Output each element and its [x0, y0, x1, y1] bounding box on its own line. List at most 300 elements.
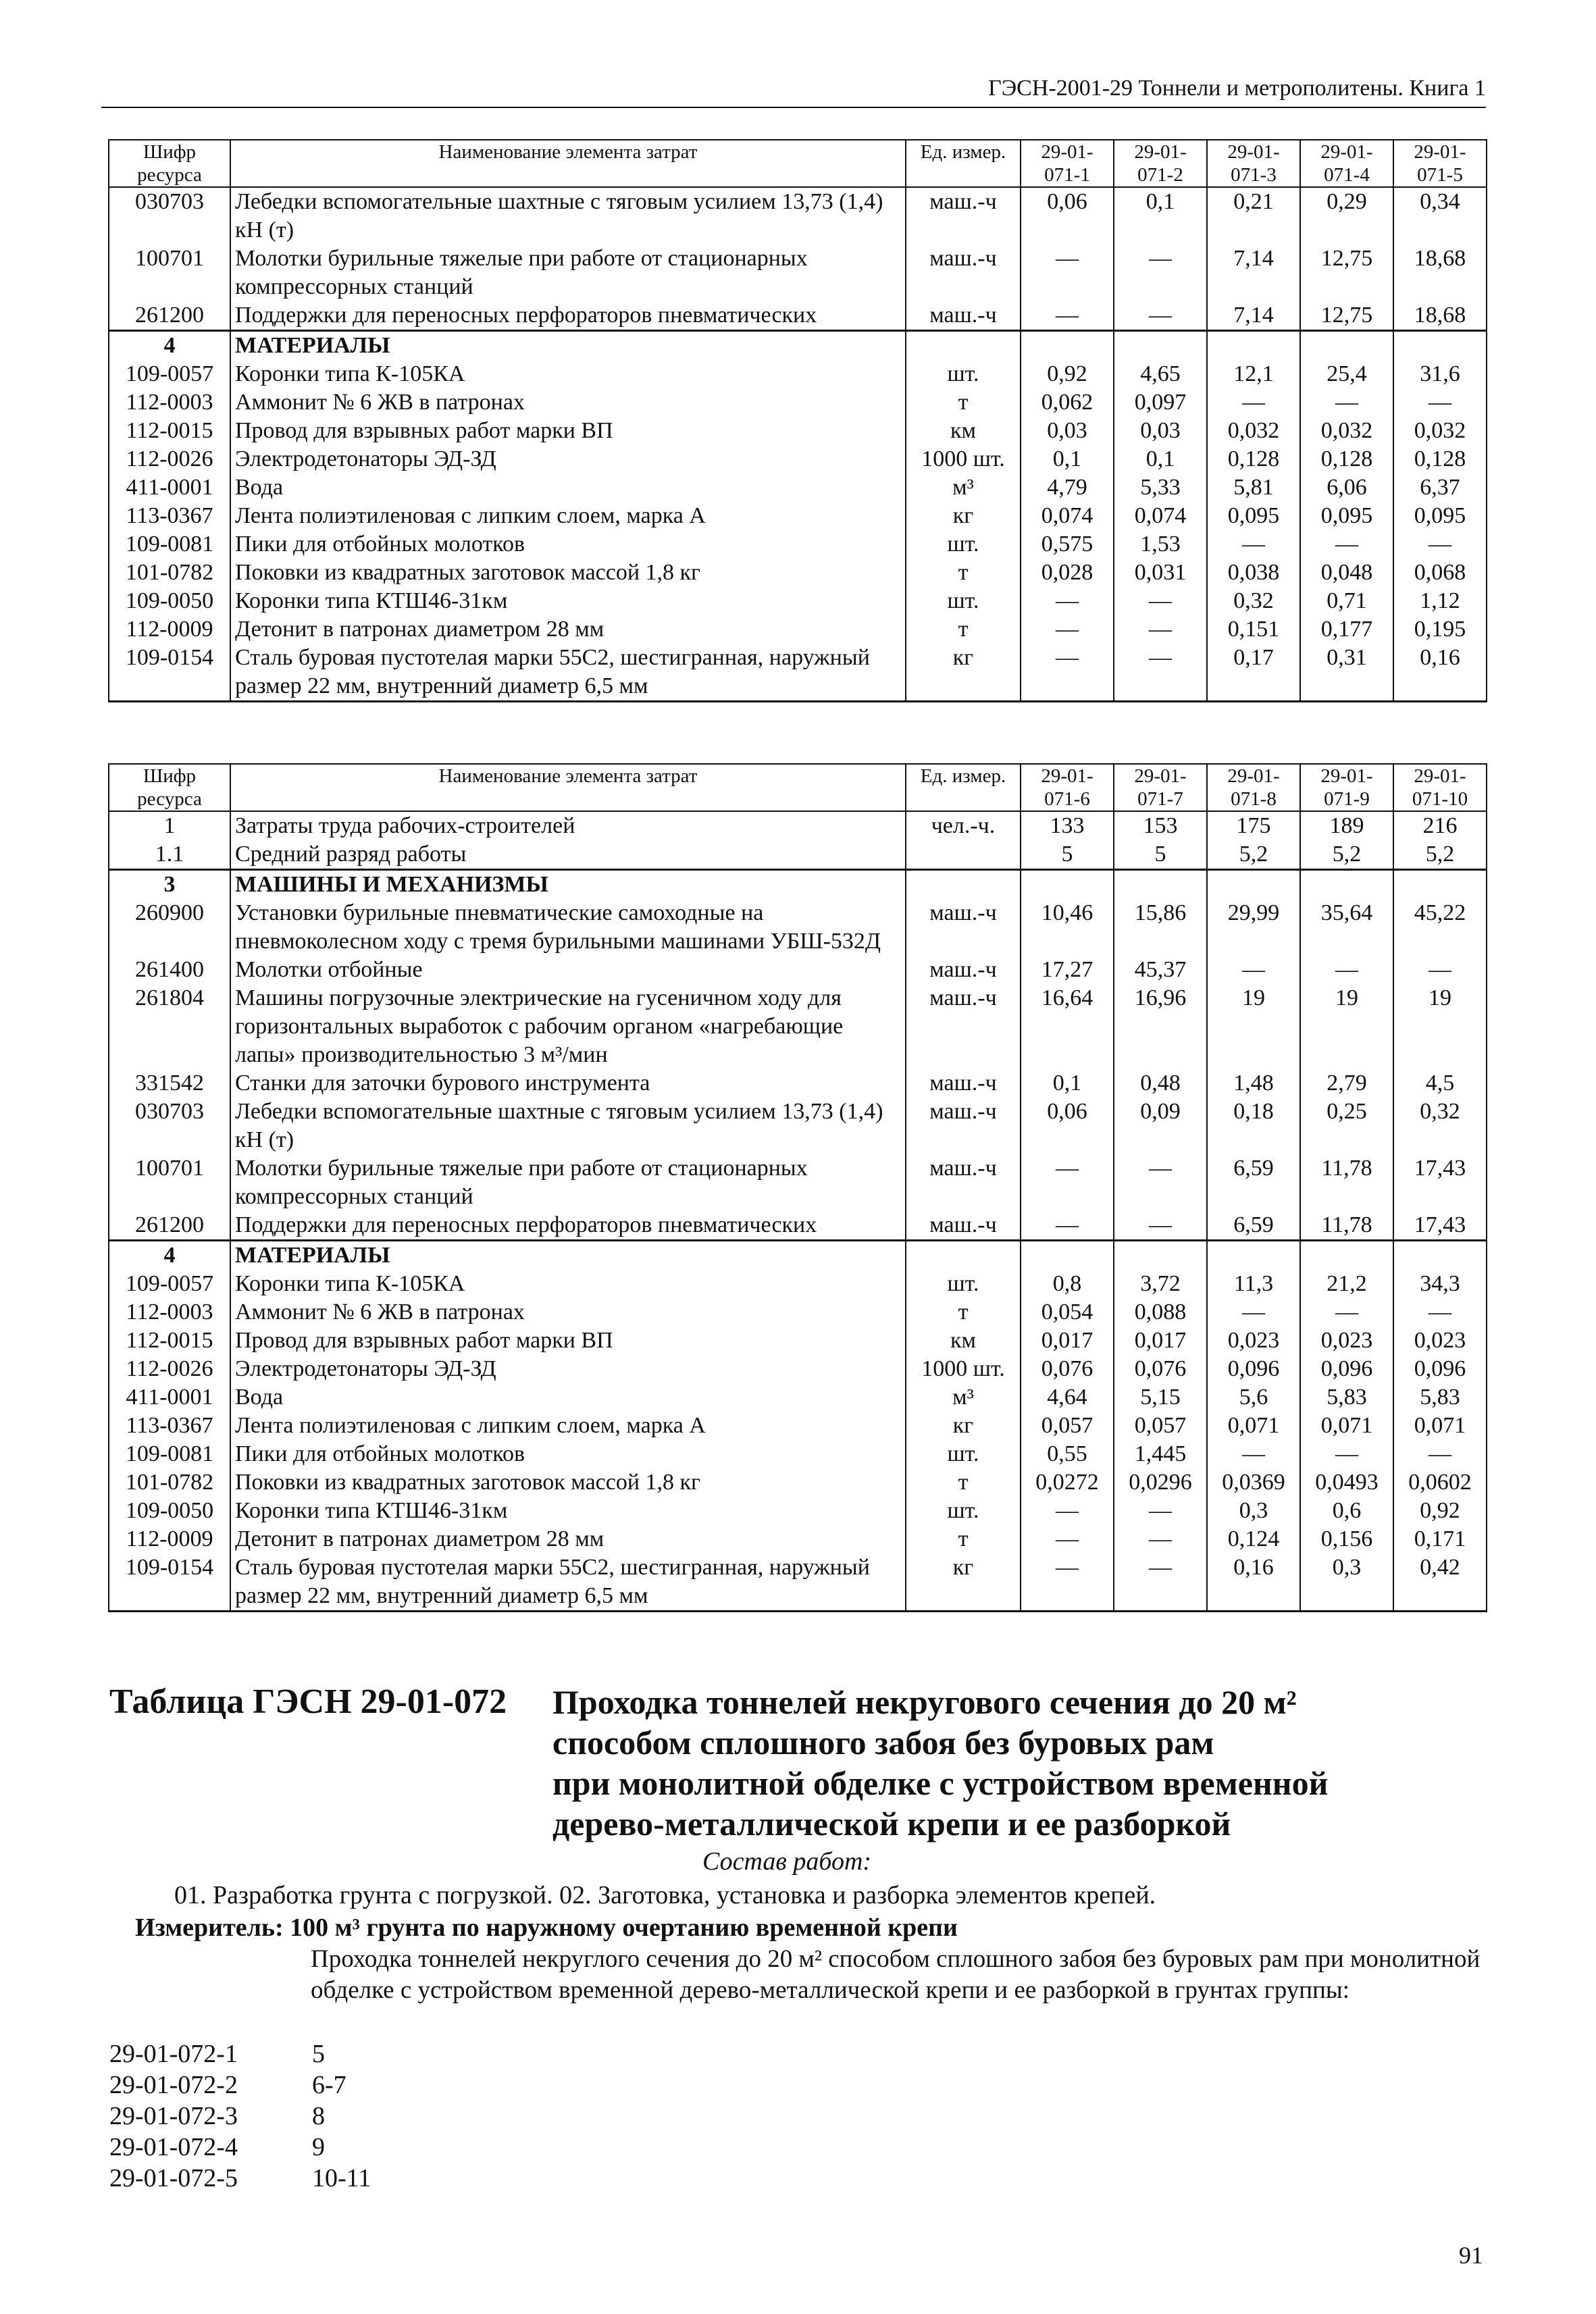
resource-value: [1114, 1241, 1207, 1270]
resource-value: [1021, 870, 1114, 900]
resource-value: 0,032: [1300, 417, 1393, 445]
resource-code: 113-0367: [109, 502, 230, 530]
resource-name: Молотки бурильные тяжелые при работе от стационарных компрессорных станций: [230, 1154, 906, 1211]
norm-code: 29-01-072-1: [109, 2040, 238, 2068]
resource-name: Детонит в патронах диаметром 28 мм: [230, 615, 906, 644]
resource-value: 35,64: [1300, 899, 1393, 956]
col-header-value: 29-01-071-8: [1207, 764, 1300, 811]
resource-unit: маш.-ч: [906, 1069, 1021, 1098]
soil-group: 10-11: [312, 2164, 371, 2192]
resource-name: Лебедки вспомогательные шахтные с тяговым усилием 13,73 (1,4) кН (т): [230, 1098, 906, 1154]
resource-value: 0,55: [1021, 1440, 1114, 1468]
resource-name: Молотки бурильные тяжелые при работе от стационарных компрессорных станций: [230, 245, 906, 301]
resource-code: 109-0154: [109, 1553, 230, 1612]
resource-code: 411-0001: [109, 473, 230, 502]
resource-unit: шт.: [906, 1440, 1021, 1468]
resource-code: 112-0015: [109, 1327, 230, 1355]
resource-value: 0,076: [1114, 1355, 1207, 1383]
resource-unit: т: [906, 388, 1021, 417]
resource-unit: т: [906, 559, 1021, 587]
resource-value: 0,151: [1207, 615, 1300, 644]
resource-code: 1: [109, 811, 230, 840]
resource-unit: м³: [906, 473, 1021, 502]
resource-unit: шт.: [906, 360, 1021, 388]
resource-unit: т: [906, 1298, 1021, 1327]
list-item: [109, 2101, 371, 2132]
resource-value: 19: [1207, 984, 1300, 1069]
resource-name: Лента полиэтиленовая с липким слоем, марка А: [230, 1412, 906, 1440]
resource-name: Сталь буровая пустотелая марки 55С2, шестигранная, наружный размер 22 мм, внутренний диаметр 6,5 мм: [230, 1553, 906, 1612]
table-title-line: способом сплошного забоя без буровых рам: [552, 1724, 1214, 1762]
resource-value: [1393, 1241, 1487, 1270]
resource-name: Вода: [230, 1383, 906, 1412]
resource-code: 101-0782: [109, 559, 230, 587]
resource-code: 112-0009: [109, 1525, 230, 1553]
resource-code: 261804: [109, 984, 230, 1069]
table-row: [109, 445, 1487, 473]
resource-code: 112-0003: [109, 1298, 230, 1327]
resource-value: —: [1114, 615, 1207, 644]
table-row: [109, 1211, 1487, 1241]
resource-code: 112-0026: [109, 445, 230, 473]
resource-value: 0,177: [1300, 615, 1393, 644]
table-header-row: [109, 764, 1487, 811]
resource-value: 175: [1207, 811, 1300, 840]
resource-value: —: [1021, 1553, 1114, 1612]
resource-value: 7,14: [1207, 245, 1300, 301]
resource-value: 0,6: [1300, 1497, 1393, 1525]
resource-name: Коронки типа КТШ46-31км: [230, 1497, 906, 1525]
resource-value: —: [1114, 644, 1207, 702]
resource-name: МАТЕРИАЛЫ: [230, 331, 906, 361]
table-row: [109, 1440, 1487, 1468]
resource-value: 5,83: [1393, 1383, 1487, 1412]
resource-table-2: [108, 763, 1487, 1612]
resource-unit: маш.-ч: [906, 899, 1021, 956]
col-header-value: 29-01-071-9: [1300, 764, 1393, 811]
resource-unit: [906, 870, 1021, 900]
list-item: [109, 2038, 371, 2069]
resource-unit: кг: [906, 644, 1021, 702]
col-header-value: 29-01-071-5: [1393, 140, 1487, 187]
resource-unit: т: [906, 1525, 1021, 1553]
resource-value: 5: [1114, 840, 1207, 870]
resource-value: [1300, 331, 1393, 361]
resource-code: 331542: [109, 1069, 230, 1098]
resource-value: 0,1: [1021, 1069, 1114, 1098]
resource-value: 0,16: [1393, 644, 1487, 702]
resource-code: 112-0009: [109, 615, 230, 644]
resource-value: —: [1021, 245, 1114, 301]
table-row: [109, 984, 1487, 1069]
resource-unit: шт.: [906, 587, 1021, 615]
resource-value: 6,37: [1393, 473, 1487, 502]
resource-value: 2,79: [1300, 1069, 1393, 1098]
resource-value: 0,128: [1300, 445, 1393, 473]
resource-name: Поддержки для переносных перфораторов пневматических: [230, 1211, 906, 1241]
resource-value: [1021, 331, 1114, 361]
col-header-name: Наименование элемента затрат: [230, 140, 906, 187]
resource-value: 15,86: [1114, 899, 1207, 956]
table-row: [109, 1468, 1487, 1497]
resource-value: [1393, 870, 1487, 900]
resource-value: [1021, 1241, 1114, 1270]
resource-code: 261200: [109, 301, 230, 331]
soil-groups-list: [109, 2038, 371, 2194]
resource-unit: шт.: [906, 530, 1021, 559]
resource-value: 4,65: [1114, 360, 1207, 388]
resource-value: 17,27: [1021, 956, 1114, 984]
table-row: [109, 187, 1487, 245]
resource-value: 5,33: [1114, 473, 1207, 502]
col-header-code: Шифр ресурса: [109, 764, 230, 811]
resource-value: 153: [1114, 811, 1207, 840]
resource-value: 0,3: [1207, 1497, 1300, 1525]
resource-code: 100701: [109, 1154, 230, 1211]
col-header-code: Шифр ресурса: [109, 140, 230, 187]
table-row: [109, 1069, 1487, 1098]
table-number: Таблица ГЭСН 29-01-072: [109, 1682, 507, 1721]
resource-name: Поддержки для переносных перфораторов пневматических: [230, 301, 906, 331]
resource-value: 133: [1021, 811, 1114, 840]
resource-value: —: [1021, 1154, 1114, 1211]
resource-value: 0,31: [1300, 644, 1393, 702]
resource-name: Детонит в патронах диаметром 28 мм: [230, 1525, 906, 1553]
resource-unit: кг: [906, 1412, 1021, 1440]
resource-unit: маш.-ч: [906, 1098, 1021, 1154]
resource-name: Поковки из квадратных заготовок массой 1,8 кг: [230, 1468, 906, 1497]
resource-code: 100701: [109, 245, 230, 301]
resource-value: 10,46: [1021, 899, 1114, 956]
resource-value: 0,032: [1207, 417, 1300, 445]
resource-value: —: [1114, 587, 1207, 615]
resource-value: 0,0493: [1300, 1468, 1393, 1497]
resource-value: —: [1393, 1298, 1487, 1327]
resource-code: 109-0081: [109, 530, 230, 559]
resource-value: 0,71: [1300, 587, 1393, 615]
resource-name: МАШИНЫ И МЕХАНИЗМЫ: [230, 870, 906, 900]
resource-code: 101-0782: [109, 1468, 230, 1497]
resource-code: 113-0367: [109, 1412, 230, 1440]
resource-value: —: [1021, 644, 1114, 702]
resource-name: МАТЕРИАЛЫ: [230, 1241, 906, 1270]
resource-value: 5,2: [1393, 840, 1487, 870]
table-row: [109, 1355, 1487, 1383]
resource-name: Затраты труда рабочих-строителей: [230, 811, 906, 840]
resource-name: Коронки типа К-105КА: [230, 1270, 906, 1298]
resource-code: 3: [109, 870, 230, 900]
resource-value: 0,09: [1114, 1098, 1207, 1154]
resource-value: 5,81: [1207, 473, 1300, 502]
resource-value: —: [1393, 388, 1487, 417]
resource-value: 1,12: [1393, 587, 1487, 615]
resource-value: [1114, 870, 1207, 900]
resource-value: [1300, 1241, 1393, 1270]
resource-unit: маш.-ч: [906, 956, 1021, 984]
resource-value: —: [1393, 956, 1487, 984]
table-row: [109, 1497, 1487, 1525]
resource-value: 0,023: [1393, 1327, 1487, 1355]
resource-value: 0,195: [1393, 615, 1487, 644]
soil-group: 9: [312, 2133, 325, 2161]
resource-value: —: [1114, 1497, 1207, 1525]
resource-value: 0,0369: [1207, 1468, 1300, 1497]
resource-unit: т: [906, 615, 1021, 644]
resource-value: [1300, 870, 1393, 900]
resource-value: 0,171: [1393, 1525, 1487, 1553]
col-header-value: 29-01-071-1: [1021, 140, 1114, 187]
resource-value: 1,53: [1114, 530, 1207, 559]
soil-group: 5: [312, 2040, 325, 2068]
resource-value: —: [1114, 1154, 1207, 1211]
col-header-value: 29-01-071-2: [1114, 140, 1207, 187]
resource-value: 1,48: [1207, 1069, 1300, 1098]
col-header-value: 29-01-071-10: [1393, 764, 1487, 811]
resource-unit: шт.: [906, 1270, 1021, 1298]
table-row: [109, 301, 1487, 331]
resource-value: 0,03: [1021, 417, 1114, 445]
resource-unit: шт.: [906, 1497, 1021, 1525]
col-header-value: 29-01-071-7: [1114, 764, 1207, 811]
resource-value: 17,43: [1393, 1211, 1487, 1241]
resource-unit: маш.-ч: [906, 245, 1021, 301]
page-number: 91: [1459, 2242, 1483, 2269]
resource-value: —: [1207, 1298, 1300, 1327]
resource-value: [1207, 870, 1300, 900]
resource-name: Провод для взрывных работ марки ВП: [230, 1327, 906, 1355]
table-row: [109, 1154, 1487, 1211]
resource-value: 0,92: [1393, 1497, 1487, 1525]
resource-value: —: [1300, 530, 1393, 559]
list-item: [109, 2069, 371, 2101]
resource-value: 4,79: [1021, 473, 1114, 502]
resource-value: 0,128: [1207, 445, 1300, 473]
resource-value: 0,071: [1300, 1412, 1393, 1440]
soil-group: 6-7: [312, 2071, 346, 2099]
resource-value: 0,095: [1207, 502, 1300, 530]
table-row: [109, 899, 1487, 956]
resource-name: Установки бурильные пневматические самоходные на пневмоколесном ходу с тремя бурильными машинами УБШ-532Д: [230, 899, 906, 956]
resource-value: [1114, 331, 1207, 361]
resource-name: Машины погрузочные электрические на гусеничном ходу для горизонтальных выработок с рабочим органом «нагребающие лапы» производительностью 3 м³/мин: [230, 984, 906, 1069]
resource-value: [1207, 1241, 1300, 1270]
resource-value: —: [1207, 388, 1300, 417]
resource-value: —: [1300, 956, 1393, 984]
table-row: [109, 1383, 1487, 1412]
resource-value: —: [1114, 245, 1207, 301]
resource-code: 109-0057: [109, 1270, 230, 1298]
resource-value: —: [1114, 1211, 1207, 1241]
resource-value: 0,3: [1300, 1553, 1393, 1612]
table-row: [109, 1098, 1487, 1154]
resource-value: 0,096: [1300, 1355, 1393, 1383]
section-row: [109, 331, 1487, 361]
work-description: Проходка тоннелей некруглого сечения до 20 м² способом сплошного забоя без буровых рам при монолитной обделке с устройством временной дерево-металлической крепи и ее разборкой в грунтах группы:: [311, 1945, 1481, 2004]
col-header-unit: Ед. измер.: [906, 140, 1021, 187]
resource-value: 0,076: [1021, 1355, 1114, 1383]
resource-value: —: [1021, 615, 1114, 644]
resource-value: 5,6: [1207, 1383, 1300, 1412]
resource-table-1: [108, 139, 1487, 702]
resource-code: 109-0081: [109, 1440, 230, 1468]
resource-value: [1393, 331, 1487, 361]
resource-value: —: [1021, 587, 1114, 615]
resource-value: 0,088: [1114, 1298, 1207, 1327]
resource-unit: маш.-ч: [906, 301, 1021, 331]
resource-code: 109-0050: [109, 587, 230, 615]
resource-value: 0,34: [1393, 187, 1487, 245]
table-row: [109, 811, 1487, 840]
resource-value: 5,83: [1300, 1383, 1393, 1412]
resource-value: 19: [1300, 984, 1393, 1069]
resource-value: 17,43: [1393, 1154, 1487, 1211]
table-row: [109, 530, 1487, 559]
resource-value: 0,21: [1207, 187, 1300, 245]
resource-value: 11,78: [1300, 1211, 1393, 1241]
resource-value: 0,8: [1021, 1270, 1114, 1298]
resource-value: —: [1300, 1440, 1393, 1468]
resource-value: 3,72: [1114, 1270, 1207, 1298]
resource-unit: [906, 331, 1021, 361]
resource-value: 31,6: [1393, 360, 1487, 388]
resource-value: 0,097: [1114, 388, 1207, 417]
resource-unit: км: [906, 1327, 1021, 1355]
table-row: [109, 360, 1487, 388]
norm-code: 29-01-072-4: [109, 2133, 238, 2161]
table-row: [109, 1525, 1487, 1553]
resource-value: [1207, 331, 1300, 361]
resource-name: Аммонит № 6 ЖВ в патронах: [230, 1298, 906, 1327]
resource-unit: 1000 шт.: [906, 445, 1021, 473]
resource-code: 4: [109, 1241, 230, 1270]
resource-code: 112-0026: [109, 1355, 230, 1383]
col-header-unit: Ед. измер.: [906, 764, 1021, 811]
work-composition-label: Состав работ:: [702, 1847, 872, 1876]
resource-value: 45,22: [1393, 899, 1487, 956]
soil-group: 8: [312, 2102, 325, 2130]
resource-value: 12,75: [1300, 301, 1393, 331]
resource-value: 0,03: [1114, 417, 1207, 445]
resource-value: 189: [1300, 811, 1393, 840]
resource-value: —: [1021, 1497, 1114, 1525]
resource-value: 5,2: [1207, 840, 1300, 870]
resource-code: 411-0001: [109, 1383, 230, 1412]
resource-code: 109-0050: [109, 1497, 230, 1525]
table-row: [109, 502, 1487, 530]
resource-value: 0,023: [1300, 1327, 1393, 1355]
resource-value: —: [1114, 301, 1207, 331]
resource-value: 5,15: [1114, 1383, 1207, 1412]
resource-value: 21,2: [1300, 1270, 1393, 1298]
resource-name: Электродетонаторы ЭД-ЗД: [230, 445, 906, 473]
resource-value: 0,06: [1021, 187, 1114, 245]
resource-unit: 1000 шт.: [906, 1355, 1021, 1383]
resource-value: 25,4: [1300, 360, 1393, 388]
resource-value: 0,057: [1114, 1412, 1207, 1440]
resource-value: 0,17: [1207, 644, 1300, 702]
resource-value: 34,3: [1393, 1270, 1487, 1298]
resource-unit: м³: [906, 1383, 1021, 1412]
running-header: ГЭСН-2001-29 Тоннели и метрополитены. Книга 1: [988, 76, 1486, 101]
resource-value: 7,14: [1207, 301, 1300, 331]
resource-value: 11,78: [1300, 1154, 1393, 1211]
resource-name: Коронки типа К-105КА: [230, 360, 906, 388]
resource-value: 0,575: [1021, 530, 1114, 559]
table-header-row: [109, 140, 1487, 187]
resource-value: 1,445: [1114, 1440, 1207, 1468]
table-row: [109, 615, 1487, 644]
resource-code: 030703: [109, 187, 230, 245]
resource-code: 109-0057: [109, 360, 230, 388]
resource-value: 0,074: [1021, 502, 1114, 530]
col-header-name: Наименование элемента затрат: [230, 764, 906, 811]
resource-value: 0,096: [1207, 1355, 1300, 1383]
resource-value: 0,0272: [1021, 1468, 1114, 1497]
resource-value: 29,99: [1207, 899, 1300, 956]
resource-name: Вода: [230, 473, 906, 502]
resource-value: 0,095: [1393, 502, 1487, 530]
table-row: [109, 1553, 1487, 1612]
resource-value: 5,2: [1300, 840, 1393, 870]
resource-unit: маш.-ч: [906, 1211, 1021, 1241]
resource-unit: [906, 1241, 1021, 1270]
table-row: [109, 1412, 1487, 1440]
header-rule: [101, 107, 1486, 108]
resource-value: 0,017: [1114, 1327, 1207, 1355]
resource-value: 0,017: [1021, 1327, 1114, 1355]
resource-value: 0,096: [1393, 1355, 1487, 1383]
resource-unit: кг: [906, 502, 1021, 530]
resource-value: 0,0602: [1393, 1468, 1487, 1497]
resource-unit: км: [906, 417, 1021, 445]
table-row: [109, 1270, 1487, 1298]
resource-name: Лебедки вспомогательные шахтные с тяговым усилием 13,73 (1,4) кН (т): [230, 187, 906, 245]
resource-value: —: [1300, 388, 1393, 417]
work-operations: 01. Разработка грунта с погрузкой. 02. Заготовка, установка и разборка элементов крепей.: [174, 1881, 1156, 1909]
resource-code: 261400: [109, 956, 230, 984]
resource-value: 0,028: [1021, 559, 1114, 587]
table-row: [109, 473, 1487, 502]
resource-value: 4,5: [1393, 1069, 1487, 1098]
resource-unit: чел.-ч.: [906, 811, 1021, 840]
resource-name: Лента полиэтиленовая с липким слоем, марка А: [230, 502, 906, 530]
resource-value: 6,59: [1207, 1211, 1300, 1241]
table-row: [109, 388, 1487, 417]
col-header-value: 29-01-071-4: [1300, 140, 1393, 187]
resource-value: —: [1114, 1553, 1207, 1612]
resource-code: 109-0154: [109, 644, 230, 702]
resource-name: Молотки отбойные: [230, 956, 906, 984]
resource-value: 16,64: [1021, 984, 1114, 1069]
table-row: [109, 644, 1487, 702]
resource-value: 0,128: [1393, 445, 1487, 473]
table-row: [109, 417, 1487, 445]
resource-value: 0,071: [1207, 1412, 1300, 1440]
resource-name: Пики для отбойных молотков: [230, 530, 906, 559]
resource-value: 18,68: [1393, 301, 1487, 331]
resource-value: 0,054: [1021, 1298, 1114, 1327]
resource-value: 0,023: [1207, 1327, 1300, 1355]
resource-value: 0,038: [1207, 559, 1300, 587]
resource-unit: [906, 840, 1021, 870]
resource-name: Провод для взрывных работ марки ВП: [230, 417, 906, 445]
resource-value: 0,156: [1300, 1525, 1393, 1553]
col-header-value: 29-01-071-6: [1021, 764, 1114, 811]
resource-code: 4: [109, 331, 230, 361]
resource-value: 45,37: [1114, 956, 1207, 984]
resource-value: —: [1021, 1211, 1114, 1241]
col-header-value: 29-01-071-3: [1207, 140, 1300, 187]
